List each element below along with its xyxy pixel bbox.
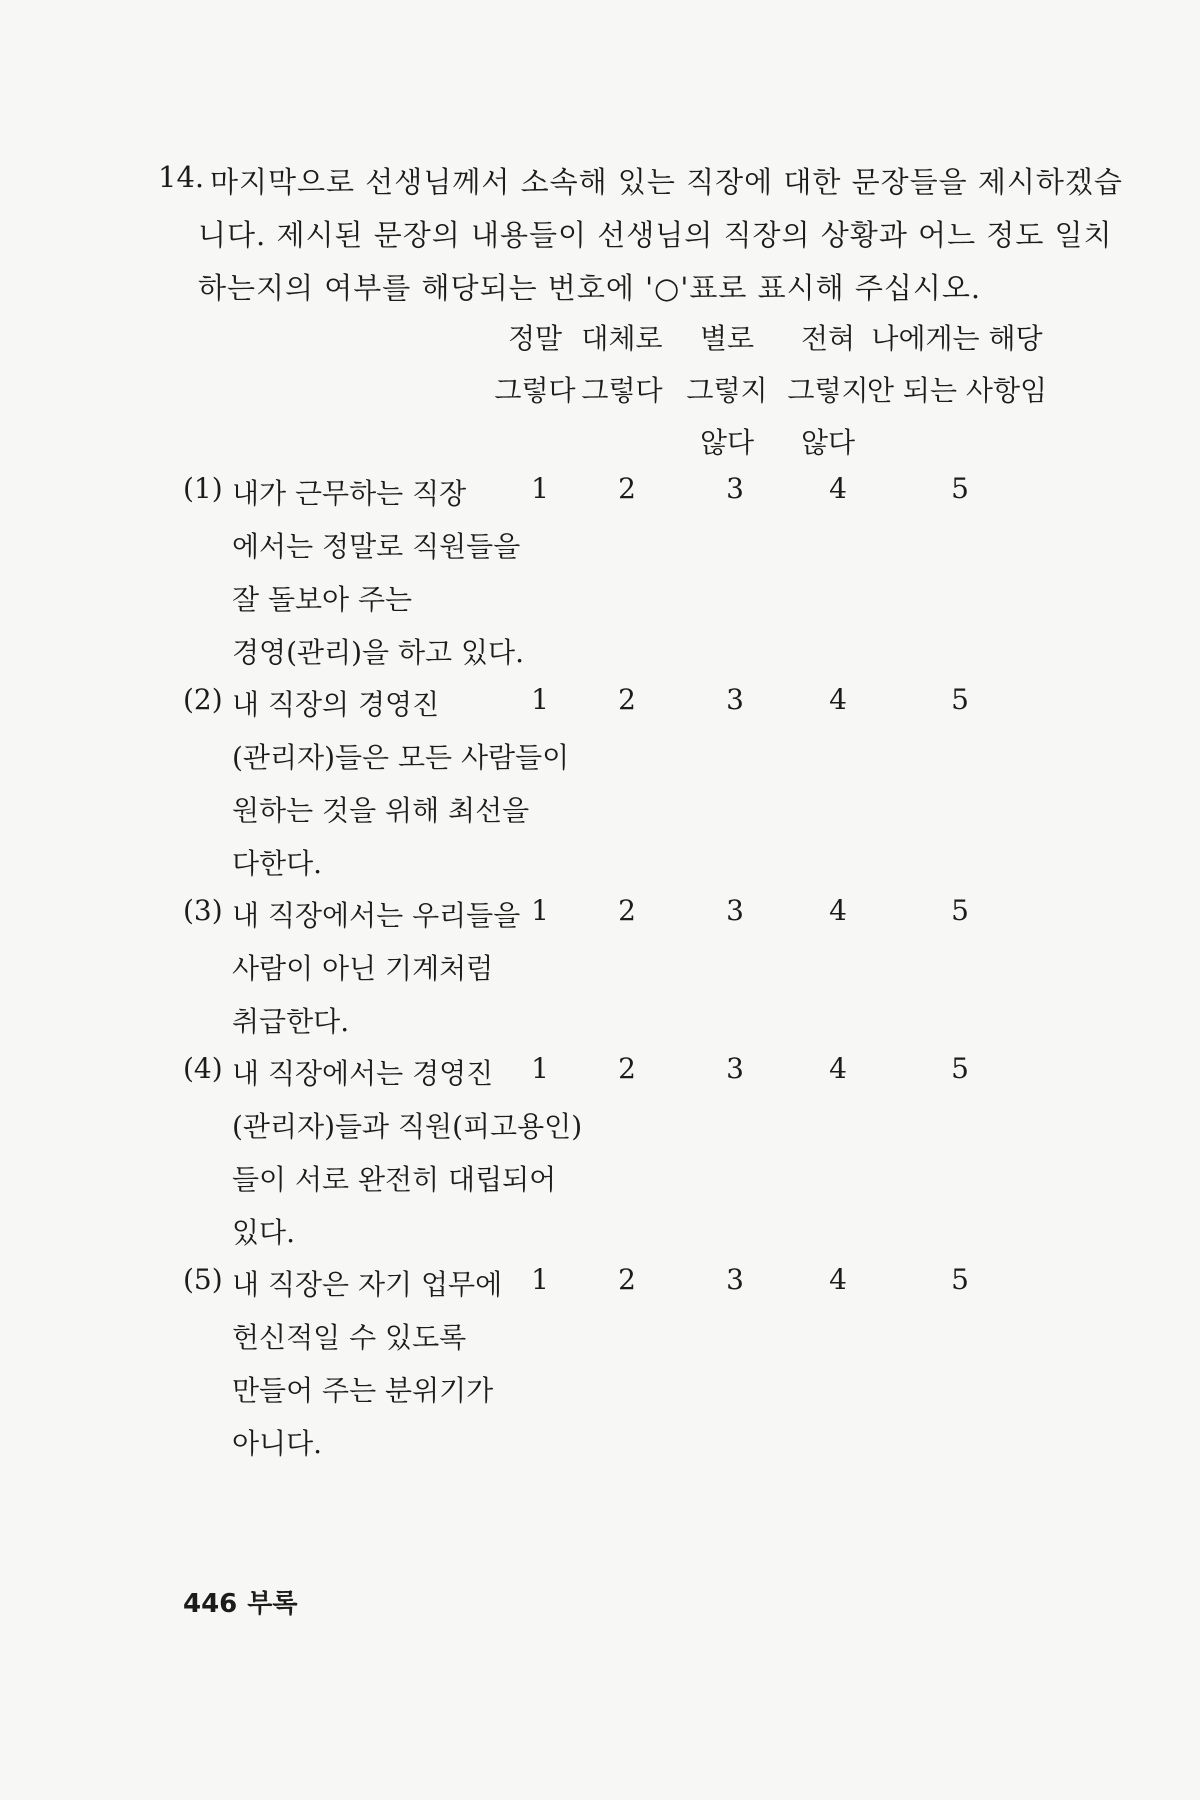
item-text-line: 다한다. — [232, 847, 323, 880]
scale-option-1[interactable]: 1 — [531, 1263, 549, 1296]
scale-header-strongly-agree: 정말 그렇다 — [494, 322, 576, 407]
item-text-line: 들이 서로 완전히 대립되어 — [232, 1163, 557, 1196]
question-text-line: 마지막으로 선생님께서 소속해 있는 직장에 대한 문장들을 제시하겠습 — [210, 165, 1123, 199]
page-footer — [183, 1583, 298, 1620]
scale-option-1[interactable]: 1 — [531, 472, 549, 505]
item-text-line: 에서는 정말로 직원들을 — [232, 530, 521, 563]
scale-option-2[interactable]: 2 — [618, 683, 636, 716]
scale-option-4[interactable]: 4 — [829, 1052, 847, 1085]
scale-option-1[interactable]: 1 — [531, 894, 549, 927]
scale-header-mostly-disagree: 별로 그렇지 않다 — [686, 322, 768, 459]
item-text-line: 내 직장의 경영진 — [232, 688, 440, 721]
item-text-line: 있다. — [232, 1216, 295, 1249]
item-text-line: 내가 근무하는 직장 — [232, 477, 467, 510]
item-text-line: 취급한다. — [232, 1005, 350, 1038]
item-number: (2) — [183, 683, 223, 716]
scale-option-5[interactable]: 5 — [951, 683, 969, 716]
question-number: 14. — [158, 160, 205, 194]
item-text-line: 만들어 주는 분위기가 — [232, 1374, 494, 1407]
item-number: (5) — [183, 1263, 223, 1296]
item-text-line: 아니다. — [232, 1427, 323, 1460]
item-text-line: 원하는 것을 위해 최선을 — [232, 794, 530, 827]
scale-header-strongly-disagree: 전혀 그렇지 않다 — [787, 322, 869, 459]
scale-option-5[interactable]: 5 — [951, 1052, 969, 1085]
scale-option-2[interactable]: 2 — [618, 894, 636, 927]
scale-option-2[interactable]: 2 — [618, 472, 636, 505]
scale-header-mostly-agree: 대체로 그렇다 — [581, 322, 663, 407]
item-text-line: 내 직장에서는 경영진 — [232, 1057, 494, 1090]
scale-option-3[interactable]: 3 — [726, 472, 744, 505]
item-text-line: (관리자)들과 직원(피고용인) — [232, 1110, 583, 1143]
scale-header-not-applicable: 나에게는 해당 안 되는 사항임 — [866, 322, 1048, 407]
question-text-line: 하는지의 여부를 해당되는 번호에 '○'표로 표시해 주십시오. — [198, 271, 982, 305]
scale-option-5[interactable]: 5 — [951, 1263, 969, 1296]
item-text-line: 잘 돌보아 주는 — [232, 583, 413, 616]
item-text-line: 사람이 아닌 기계처럼 — [232, 952, 494, 985]
scale-option-3[interactable]: 3 — [726, 1263, 744, 1296]
scale-option-4[interactable]: 4 — [829, 472, 847, 505]
scale-option-1[interactable]: 1 — [531, 1052, 549, 1085]
scale-option-2[interactable]: 2 — [618, 1052, 636, 1085]
item-text-line: 내 직장에서는 우리들을 — [232, 899, 521, 932]
scale-option-3[interactable]: 3 — [726, 1052, 744, 1085]
scale-option-4[interactable]: 4 — [829, 1263, 847, 1296]
item-text-line: 헌신적일 수 있도록 — [232, 1321, 467, 1354]
scale-option-3[interactable]: 3 — [726, 683, 744, 716]
question-text-line: 니다. 제시된 문장의 내용들이 선생님의 직장의 상황과 어느 정도 일치 — [198, 218, 1113, 252]
scale-option-4[interactable]: 4 — [829, 683, 847, 716]
item-number: (4) — [183, 1052, 223, 1085]
scale-option-5[interactable]: 5 — [951, 894, 969, 927]
scale-option-1[interactable]: 1 — [531, 683, 549, 716]
item-text-line: (관리자)들은 모든 사람들이 — [232, 741, 570, 774]
scale-option-4[interactable]: 4 — [829, 894, 847, 927]
scale-option-5[interactable]: 5 — [951, 472, 969, 505]
item-text-line: 경영(관리)을 하고 있다. — [232, 636, 524, 669]
scale-option-2[interactable]: 2 — [618, 1263, 636, 1296]
page-number: 446 — [183, 1589, 238, 1619]
item-number: (3) — [183, 894, 223, 927]
item-number: (1) — [183, 472, 223, 505]
section-label: 부록 — [247, 1589, 298, 1619]
scale-option-3[interactable]: 3 — [726, 894, 744, 927]
item-text-line: 내 직장은 자기 업무에 — [232, 1268, 503, 1301]
